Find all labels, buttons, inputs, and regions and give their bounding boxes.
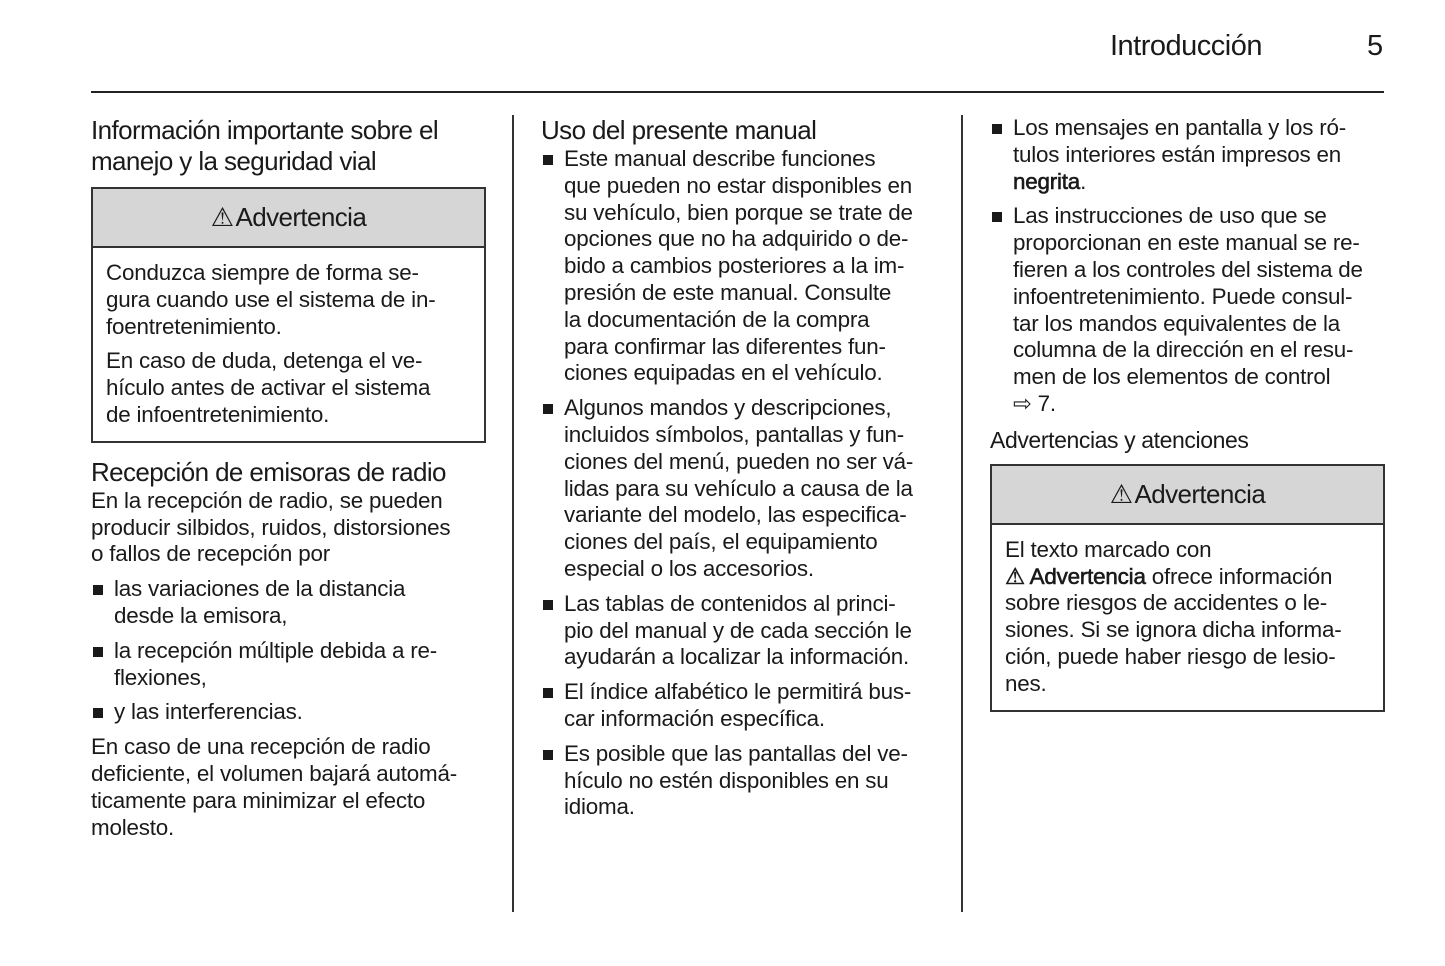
text-line: hículo antes de activar el sistema: [106, 375, 431, 401]
text-line: o fallos de recepción por: [91, 541, 330, 567]
text-line: lidas para su vehículo a causa de la: [564, 475, 913, 501]
text-line: columna de la dirección en el resu-: [1013, 337, 1354, 363]
bullet-icon: [93, 647, 103, 657]
text-line: [1005, 564, 1371, 591]
text-line: manejo y la seguridad vial: [91, 146, 377, 176]
paragraph: [91, 734, 486, 841]
text-line: para confirmar las diferentes fun-: [564, 333, 886, 359]
text-line: desde la emisora,: [114, 602, 288, 628]
text-line: tulos interiores están impresos en: [1013, 141, 1341, 167]
warning-box-body: [93, 248, 484, 441]
text-line: Este manual describe funciones: [564, 146, 876, 171]
section-title: Introducción: [1110, 30, 1262, 62]
text-span: .: [1080, 168, 1087, 194]
text-line: deficiente, el volumen bajará automá-: [91, 760, 457, 786]
warning-box-body: [992, 525, 1383, 710]
paragraph: [1005, 537, 1371, 698]
text-line: idioma.: [564, 794, 635, 820]
column-divider: [961, 115, 963, 912]
text-line: ción, puede haber riesgo de lesio-: [1005, 643, 1336, 669]
text-line: car información específica.: [564, 705, 825, 731]
text-line: Conduzca siempre de forma se-: [106, 260, 419, 285]
text-line: producir silbidos, ruidos, distorsiones: [91, 514, 451, 540]
warning-title: Advertencia: [235, 202, 367, 233]
text-line: que pueden no estar disponibles en: [564, 172, 912, 198]
text-line: Es posible que las pantallas del ve-: [564, 740, 908, 766]
bullet-item: [541, 679, 936, 733]
text-line: bido a cambios posteriores a la im-: [564, 253, 905, 279]
bullet-icon: [543, 155, 553, 165]
text-line: sobre riesgos de accidentes o le-: [1005, 590, 1327, 616]
text-line: infoentretenimiento. Puede consul-: [1013, 283, 1353, 309]
text-line: [1013, 169, 1385, 196]
warning-box: [91, 187, 486, 443]
text-line: Advertencias y atenciones: [990, 426, 1249, 453]
text-line: Algunos mandos y descripciones,: [564, 395, 892, 421]
text-line: las variaciones de la distancia: [114, 576, 406, 602]
text-line: hículo no estén disponibles en su: [564, 767, 889, 793]
text-line: opciones que no ha adquirido o de-: [564, 226, 909, 252]
section-heading: [91, 457, 486, 488]
bullet-icon: [543, 600, 553, 610]
text-line: pio del manual y de cada sección le: [564, 617, 912, 643]
paragraph: [91, 488, 486, 568]
text-line: su vehículo, bien porque se trate de: [564, 199, 913, 225]
column-3: [990, 115, 1385, 726]
bullet-item: [91, 699, 486, 726]
text-line: incluidos símbolos, pantallas y fun-: [564, 421, 905, 447]
text-line: molesto.: [91, 814, 175, 840]
text-line: especial o los accesorios.: [564, 555, 814, 581]
section-heading: [541, 115, 936, 146]
text-line: Información importante sobre el: [91, 115, 439, 145]
bullet-icon: [93, 708, 103, 718]
text-line: El índice alfabético le permitirá bus-: [564, 679, 912, 705]
page-number: 5: [1367, 30, 1384, 62]
text-line: la recepción múltiple debida a re-: [114, 637, 438, 663]
column-1: [91, 115, 486, 849]
text-line: flexiones,: [114, 664, 207, 690]
bullet-icon: [992, 212, 1002, 222]
text-line: ticamente para minimizar el efecto: [91, 787, 426, 813]
text-line: En la recepción de radio, se pueden: [91, 487, 443, 513]
warning-triangle-icon: ⚠: [1109, 478, 1133, 509]
warning-box: [990, 464, 1385, 712]
bullet-item: [541, 591, 936, 671]
bullet-icon: [543, 750, 553, 760]
text-line: Recepción de emisoras de radio: [91, 456, 446, 487]
bullet-item: [990, 203, 1385, 417]
text-span: ofrece información: [1145, 563, 1333, 589]
text-line: men de los elementos de control: [1013, 364, 1331, 390]
text-line: fieren a los controles del sistema de: [1013, 256, 1363, 282]
bold-text: negrita: [1013, 168, 1081, 194]
bullet-item: [91, 576, 486, 630]
text-line: de infoentretenimiento.: [106, 401, 330, 427]
text-line: variante del modelo, las especifica-: [564, 502, 907, 528]
bullet-item: [990, 115, 1385, 195]
section-heading: [990, 426, 1385, 454]
text-line: ciones equipadas en el vehículo.: [564, 360, 883, 386]
text-line: Los mensajes en pantalla y los ró-: [1013, 115, 1346, 140]
text-line: Las tablas de contenidos al princi-: [564, 590, 896, 616]
section-heading: [91, 115, 486, 177]
header-divider: [91, 91, 1384, 93]
bold-text: ⚠ Advertencia: [1005, 563, 1146, 589]
bullet-icon: [543, 404, 553, 414]
column-divider: [512, 115, 514, 912]
warning-title: Advertencia: [1134, 478, 1266, 509]
bullet-item: [541, 146, 936, 387]
bullet-item: [91, 638, 486, 692]
text-line: foentretenimiento.: [106, 313, 282, 339]
bullet-icon: [543, 688, 553, 698]
text-line: El texto marcado con: [1005, 536, 1212, 562]
text-line: En caso de duda, detenga el ve-: [106, 348, 423, 374]
text-line: ciones del país, el equipamiento: [564, 529, 878, 555]
text-line: gura cuando use el sistema de in-: [106, 286, 436, 312]
bullet-icon: [93, 585, 103, 595]
text-line: En caso de una recepción de radio: [91, 734, 431, 760]
text-line: proporcionan en este manual se re-: [1013, 230, 1360, 256]
bullet-icon: [992, 124, 1002, 134]
bullet-item: [541, 395, 936, 583]
text-line: Las instrucciones de uso que se: [1013, 203, 1327, 229]
warning-box-header: [992, 466, 1383, 525]
text-line: tar los mandos equivalentes de la: [1013, 310, 1340, 336]
warning-box-header: [93, 189, 484, 248]
bullet-item: [541, 741, 936, 821]
text-line: la documentación de la compra: [564, 306, 870, 332]
text-line: ⇨ 7.: [1013, 390, 1056, 416]
text-line: Uso del presente manual: [541, 115, 817, 145]
column-2: [541, 115, 936, 829]
warning-triangle-icon: ⚠: [210, 202, 234, 233]
text-line: ayudarán a localizar la información.: [564, 644, 910, 670]
text-line: y las interferencias.: [114, 699, 303, 725]
text-line: ciones del menú, pueden no ser vá-: [564, 448, 914, 474]
paragraph: [106, 260, 472, 340]
text-line: siones. Si se ignora dicha informa-: [1005, 617, 1342, 643]
paragraph: [106, 348, 472, 428]
text-line: nes.: [1005, 670, 1047, 696]
text-line: presión de este manual. Consulte: [564, 279, 892, 305]
